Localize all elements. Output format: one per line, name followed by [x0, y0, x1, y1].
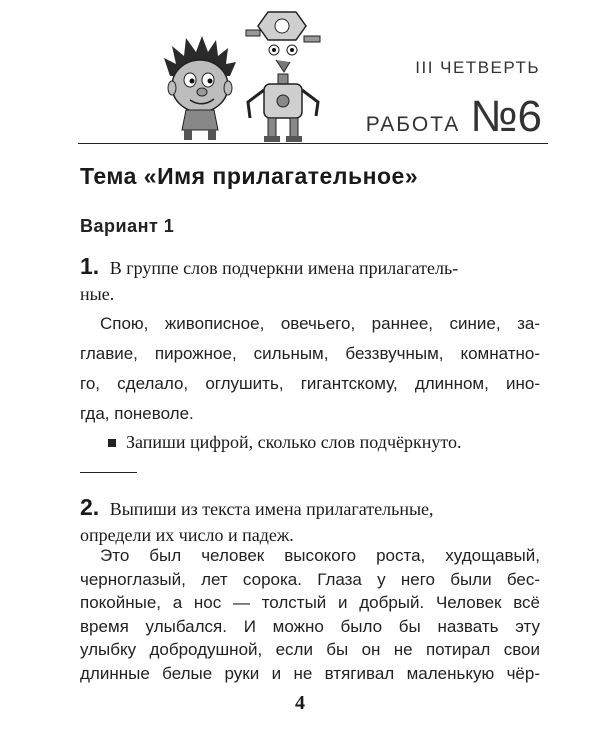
task2-prompt-line1: Выпиши из текста имена прилагательные,: [109, 499, 434, 519]
task2-prompt-line2: определи их число и падеж.: [80, 525, 294, 545]
task2-number: 2.: [80, 494, 100, 520]
task2-text: [80, 544, 540, 685]
header-divider: [78, 143, 548, 144]
text-line: время улыбался. И можно было бы назвать эту: [80, 616, 540, 636]
text-line: длинные белые руки и не втягивал маленькую чёр-: [80, 663, 540, 683]
word-list-line: гда, поневоле.: [80, 404, 194, 423]
task1-subtask: [108, 432, 462, 453]
text-line: покойные, а нос — толстый и добрый. Человек всё: [80, 593, 540, 612]
task1-word-list: [80, 309, 540, 429]
bullet-icon: [108, 439, 116, 447]
task1-subtask-text: Запиши цифрой, сколько слов подчёркнуто.: [126, 432, 462, 452]
word-list-line: Спою, живописное, овечьего, раннее, синие, за-: [100, 314, 540, 333]
text-line: черноглазый, лет сорока. Глаза у него были бес-: [80, 569, 540, 589]
page-number: 4: [295, 692, 305, 714]
work-number: №6: [470, 92, 542, 141]
task1-number: 1.: [80, 253, 100, 279]
task2-prompt: [80, 494, 550, 548]
header-illustration: [150, 6, 360, 146]
robot-character: [246, 12, 320, 142]
answer-line: [80, 472, 137, 473]
word-list-line: го, сделало, оглушить, гигантскому, длинном, ино-: [80, 374, 540, 393]
boy-character: [164, 36, 236, 140]
topic-title: Тема «Имя прилагательное»: [80, 163, 419, 189]
task1-prompt: [80, 253, 550, 307]
quarter-label: III ЧЕТВЕРТЬ: [415, 58, 540, 77]
text-line: Это был человек высокого роста, худощавый,: [100, 546, 540, 565]
task1-prompt-line2: ные.: [80, 284, 115, 304]
text-line: улыбку добродушной, если бы он не потирал свои: [80, 640, 540, 659]
work-heading: [366, 92, 542, 142]
work-label: РАБОТА: [365, 113, 461, 136]
task1-prompt-line1: В группе слов подчеркни имена прилагатель-: [109, 258, 459, 278]
variant-label: Вариант 1: [80, 216, 175, 236]
word-list-line: главие, пирожное, сильным, беззвучным, комнатно-: [80, 344, 540, 363]
